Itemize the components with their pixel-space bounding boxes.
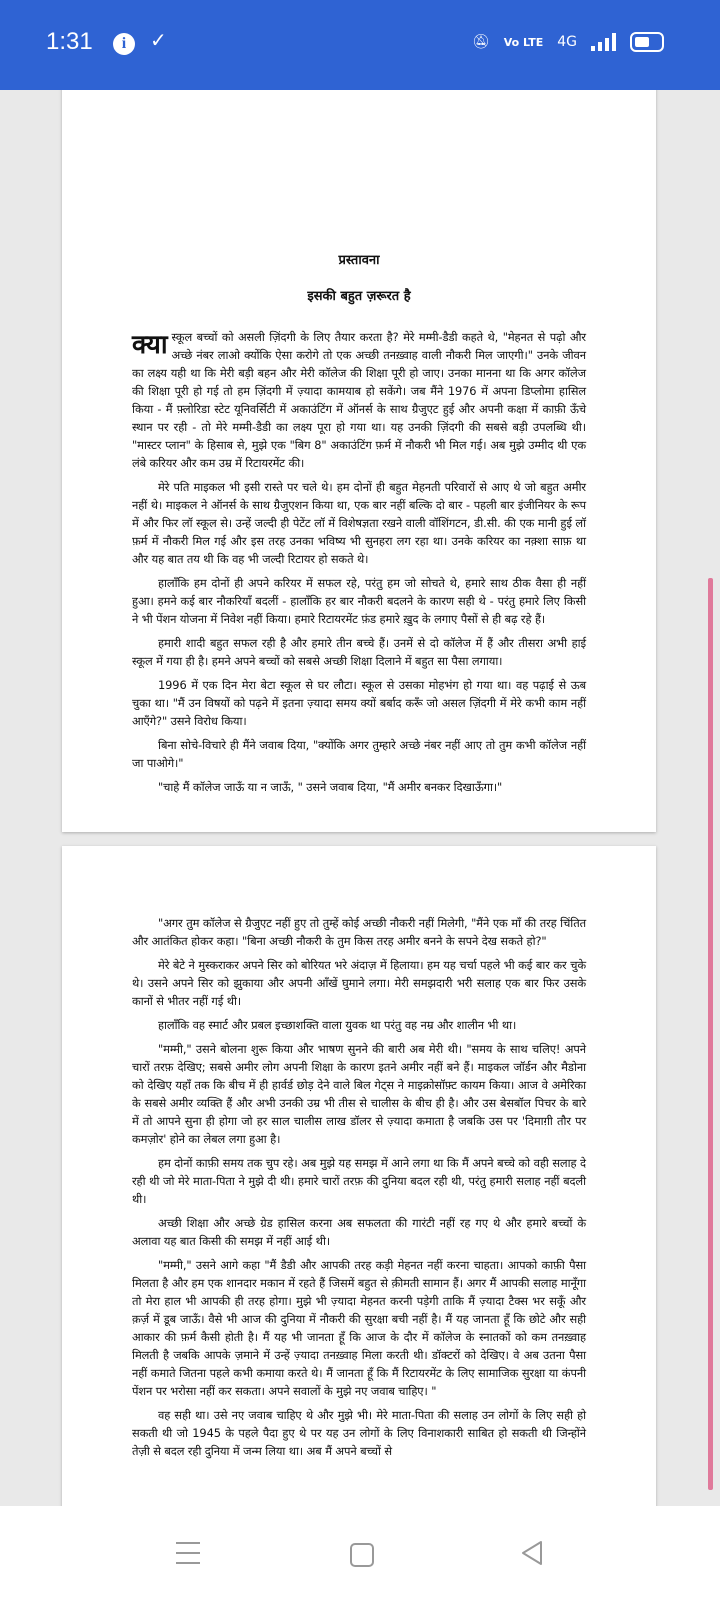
document-page-2 (62, 846, 656, 1506)
status-bar (0, 0, 720, 90)
paragraph: अच्छी शिक्षा और अच्छे ग्रेड हासिल करना अब सफलता की गारंटी नहीं रह गए थे और हमारे बच्चों के अलावा यह बात किसी की समझ में नहीं आई थी। (132, 1216, 586, 1248)
paragraph: हालाँकि हम दोनों ही अपने करियर में सफल रहे, परंतु हम जो सोचते थे, हमारे साथ ठीक वैसा ही नहीं हुआ। हमने कई बार नौकरियाँ बदलीं - हालाँकि हर बार नौकरी बदलने के कारण सही थे - परंतु हमारे लिए किसी ने भी पेंशन योजना में निवेश नहीं किया। हमारे रिटायरमेंट फ़ंड हमारे ख़ुद के लगाए पैसों से ही बढ़ रहे हैं। (132, 576, 586, 626)
volte-label: Vo LTE (503, 35, 544, 49)
paragraph: वह सही था। उसे नए जवाब चाहिए थे और मुझे भी। मेरे माता-पिता की सलाह उन लोगों के लिए सही हो सकती थी जो 1945 के पहले पैदा हुए थे पर यह उन लोगों के लिए विनाशकारी साबित हो सकती थी जिन्होंने तेज़ी से बदल रही दुनिया में जन्म लिया था। अब मैं अपने बच्चों से (132, 1408, 586, 1458)
paragraph: "अगर तुम कॉलेज से ग्रैजुएट नहीं हुए तो तुम्हें कोई अच्छी नौकरी नहीं मिलेगी, "मैंने एक माँ की तरह चिंतित और आतंकित होकर कहा। "बिना अच्छी नौकरी के तुम किस तरह अमीर बनने के सपने देख सकते हो?" (132, 916, 586, 948)
paragraph: क्या स्कूल बच्चों को असली ज़िंदगी के लिए तैयार करता है? मेरे मम्मी-डैडी कहते थे, "मेहनत से पढ़ो और अच्छे नंबर लाओ क्योंकि ऐसा करोगे तो एक अच्छी तनख़्वाह वाली नौकरी मिल जाएगी।" उनके जीवन का लक्ष्य यही था कि मेरी बड़ी बहन और मेरी कॉलेज की शिक्षा पूरी हो जाए। उनका मानना था कि अगर कॉलेज की शिक्षा पूरी हो गई तो हम ज़िंदगी में ज़्यादा कामयाब हो सकेंगे। जब मैंने 1976 में अपना डिप्लोमा हासिल किया - मैं फ़्लोरिडा स्टेट यूनिवर्सिटी में अकाउंटिंग में ऑनर्स के साथ ग्रैजुएट हुई और अपनी कक्षा में काफ़ी ऊँचे स्थान पर रही - तो मेरे मम्मी-डैडी का लक्ष्य पूरा हो गया था। यह उनकी ज़िंदगी की सबसे बड़ी उपलब्धि थी। "मास्टर प्लान" के हिसाब से, मुझे एक "बिग 8" अकाउंटिंग फ़र्म में नौकरी भी मिल गई। अब मुझे उम्मीद थी एक लंबे करियर और कम उम्र में रिटायरमेंट की। (132, 330, 586, 470)
mute-icon: 🔕︎ (471, 34, 490, 50)
page-subtitle: इसकी बहुत ज़रूरत है (307, 289, 411, 304)
navigation-bar (0, 1506, 720, 1600)
paragraph: "चाहे मैं कॉलेज जाऊँ या न जाऊँ, " उसने जवाब दिया, "मैं अमीर बनकर दिखाऊँगा।" (158, 780, 503, 794)
status-time: 1:31 (46, 28, 93, 55)
dropcap: क्या (132, 330, 168, 360)
home-icon[interactable] (350, 1543, 374, 1567)
page-title: प्रस्तावना (338, 253, 380, 268)
paragraph: हम दोनों काफ़ी समय तक चुप रहे। अब मुझे यह समझ में आने लगा था कि मैं अपने बच्चे को वही सलाह दे रही थी जो मेरे माता-पिता ने मुझे दी थी। हमारे चारों तरफ़ की दुनिया बदल रही थी, परंतु हमारी सलाह नहीं बदली थी। (132, 1156, 586, 1206)
paragraph: मेरे बेटे ने मुस्कराकर अपने सिर को बोरियत भरे अंदाज़ में हिलाया। हम यह चर्चा पहले भी कई बार कर चुके थे। उसने अपने सिर को झुकाया और अपनी आँखें घुमाने लगा। मेरी समझदारी भरी सलाह एक बार फिर उसके कानों से भीतर नहीं गई थी। (132, 958, 586, 1008)
paragraph: मेरे पति माइकल भी इसी रास्ते पर चले थे। हम दोनों ही बहुत मेहनती परिवारों से आए थे जो बहुत अमीर नहीं थे। माइकल ने ऑनर्स के साथ ग्रैजुएशन किया था, एक बार नहीं बल्कि दो बार - पहली बार इंजीनियर के रूप में और फिर लॉ स्कूल से। उन्हें जल्दी ही पेटेंट लॉ में विशेषज्ञता रखने वाली वॉशिंगटन, डी.सी. की एक मानी हुई लॉ फ़र्म में नौकरी मिल गई और इस तरह उनका भविष्य भी सुनहरा लग रहा था। उनके करियर का नक़्शा साफ़ था और यह बात तय थी कि वह भी जल्दी रिटायर हो सकते थे। (132, 480, 586, 566)
check-icon: ✓ (150, 28, 167, 52)
paragraph: बिना सोचे-विचारे ही मैंने जवाब दिया, "क्योंकि अगर तुम्हारे अच्छे नंबर नहीं आए तो तुम कभी कॉलेज नहीं जा पाओगे।" (132, 738, 586, 770)
signal-icon (591, 33, 616, 51)
status-indicators (472, 32, 664, 52)
back-icon[interactable] (520, 1540, 544, 1566)
paragraph: हालाँकि वह स्मार्ट और प्रबल इच्छाशक्ति वाला युवक था परंतु वह नम्र और शालीन भी था। (158, 1018, 517, 1032)
scroll-indicator[interactable] (708, 578, 713, 1490)
info-icon: i (113, 33, 135, 55)
network-type: 4G (557, 34, 577, 50)
document-page-1 (62, 90, 656, 832)
document-viewer[interactable] (0, 90, 720, 1506)
battery-icon (630, 32, 664, 52)
paragraph: 1996 में एक दिन मेरा बेटा स्कूल से घर लौटा। स्कूल से उसका मोहभंग हो गया था। वह पढ़ाई से ऊब चुका था। "मैं उन विषयों को पढ़ने में इतना ज़्यादा समय क्यों बर्बाद करूँ जो असल ज़िंदगी में मेरे कभी काम नहीं आएँगे?" उसने विरोध किया। (132, 678, 586, 728)
paragraph: "मम्मी," उसने बोलना शुरू किया और भाषण सुनने की बारी अब मेरी थी। "समय के साथ चलिए! अपने चारों तरफ़ देखिए; सबसे अमीर लोग अपनी शिक्षा के कारण इतने अमीर नहीं बने हैं। माइकल जॉर्डन और मैडोना को देखिए यहाँ तक कि बीच में ही हार्वर्ड छोड़ देने वाले बिल गेट्स ने माइक्रोसॉफ़्ट कायम किया। आज वे अमेरिका के सबसे अमीर व्यक्ति हैं और अभी उनकी उम्र भी तीस से चालीस के बीच ही है। और उस बेसबॉल पिचर के बारे में तो आपने सुना ही होगा जो हर साल चालीस लाख डॉलर से ज़्यादा कमाता है जबकि उस पर 'दिमाग़ी तौर पर कमज़ोर' होने का लेबल लगा हुआ है। (132, 1042, 586, 1146)
menu-icon[interactable] (176, 1542, 200, 1572)
paragraph: हमारी शादी बहुत सफल रही है और हमारे तीन बच्चे हैं। उनमें से दो कॉलेज में हैं और तीसरा अभी हाई स्कूल में गया ही है। हमने अपने बच्चों को सबसे अच्छी शिक्षा दिलाने में बहुत सा पैसा लगाया। (132, 636, 586, 668)
paragraph: "मम्मी," उसने आगे कहा "मैं डैडी और आपकी तरह कड़ी मेहनत नहीं करना चाहता। आपको काफ़ी पैसा मिलता है और हम एक शानदार मकान में रहते हैं जिसमें बहुत से क़ीमती सामान हैं। अगर मैं आपकी सलाह मानूँगा तो मेरा हाल भी आपकी ही तरह होगा। मुझे भी ज़्यादा मेहनत करनी पड़ेगी ताकि मैं ज़्यादा टैक्स भर सकूँ और क़र्ज़ में डूब जाऊँ। वैसे भी आज की दुनिया में नौकरी की सुरक्षा बची नहीं है। मैं यह जानता हूँ कि छोटे और सही आकार की फ़र्म कैसी होती है। मैं यह भी जानता हूँ कि आज के दौर में कॉलेज के स्नातकों को कम तनख़्वाह मिलती है जबकि आपके ज़माने में उन्हें ज़्यादा तनख़्वाह मिला करती थी। डॉक्टरों को देखिए। वे अब उतना पैसा नहीं कमाते जितना पहले कभी कमाया करते थे। मैं जानता हूँ कि मैं रिटायरमेंट के लिए सामाजिक सुरक्षा या कंपनी पेंशन पर भरोसा नहीं कर सकता। अपने सवालों के मुझे नए जवाब चाहिए। " (132, 1258, 586, 1398)
